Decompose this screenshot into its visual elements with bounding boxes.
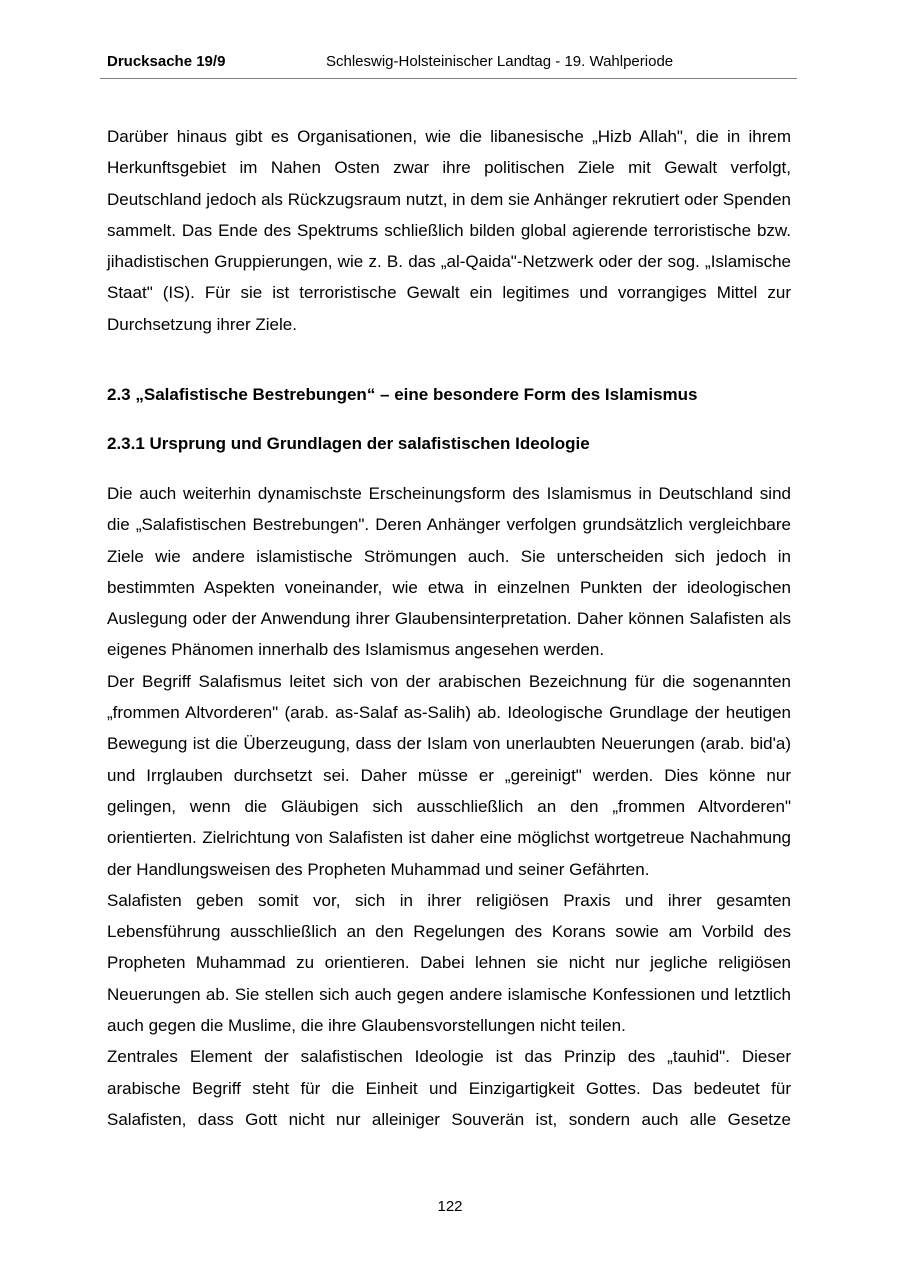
document-id: Drucksache 19/9 [107, 53, 226, 70]
paragraph: Salafisten geben somit vor, sich in ihrer religiösen Praxis und ihrer gesamten Lebensführung ausschließlich an den Regelungen des Korans sowie am Vorbild des Propheten Muhammad zu orientieren. Dabei lehnen sie nicht nur jegliche religiösen Neuerungen ab. Sie stellen sich auch gegen andere islamische Konfessionen und letztlich auch gegen die Muslime, die ihre Glaubensvorstellungen nicht teilen. [107, 890, 791, 1036]
subsection-heading: 2.3.1 Ursprung und Grundlagen der salafistischen Ideologie [107, 434, 590, 453]
paragraph: Zentrales Element der salafistischen Ideologie ist das Prinzip des „tauhid". Dieser arabische Begriff steht für die Einheit und Einzigartigkeit Gottes. Das bedeutet für Salafisten, dass Gott nicht nur alleiniger Souverän ist, sondern auch alle Gesetze [107, 1047, 791, 1129]
page-header [100, 52, 797, 79]
intro-paragraph: Darüber hinaus gibt es Organisationen, wie die libanesische „Hizb Allah", die in ihrem Herkunftsgebiet im Nahen Osten zwar ihre politischen Ziele mit Gewalt verfolgt, Deutschland jedoch als Rückzugsraum nutzt, in dem sie Anhänger rekrutiert oder Spenden sammelt. Das Ende des Spektrums schließlich bilden global agierende terroristische bzw. jihadistischen Gruppierungen, wie z. B. das „al-Qaida"-Netzwerk oder der sog. „Islamische Staat" (IS). Für sie ist terroristische Gewalt ein legitimes und vorrangiges Mittel zur Durchsetzung ihrer Ziele. [107, 127, 791, 334]
main-text [107, 478, 791, 1135]
section-heading: 2.3 „Salafistische Bestrebungen“ – eine besondere Form des Islamismus [107, 385, 698, 404]
paragraph: Die auch weiterhin dynamischste Erscheinungsform des Islamismus in Deutschland sind die „Salafistischen Bestrebungen". Deren Anhänger verfolgen grundsätzlich vergleichbare Ziele wie andere islamistische Strömungen auch. Sie unterscheiden sich jedoch in bestimmten Aspekten voneinander, wie etwa in einzelnen Punkten der ideologischen Auslegung oder der Anwendung ihrer Glaubensinterpretation. Daher können Salafisten als eigenes Phänomen innerhalb des Islamismus angesehen werden. [107, 484, 791, 660]
parliament-title: Schleswig-Holsteinischer Landtag - 19. Wahlperiode [326, 53, 674, 70]
paragraph: Der Begriff Salafismus leitet sich von der arabischen Bezeichnung für die sogenannten „frommen Altvorderen" (arab. as-Salaf as-Salih) ab. Ideologische Grundlage der heutigen Bewegung ist die Überzeugung, dass der Islam von unerlaubten Neuerungen (arab. bid'a) und Irrglauben durchsetzt sei. Daher müsse er „gereinigt" werden. Dies könne nur gelingen, wenn die Gläubigen sich ausschließlich an den „frommen Altvorderen" orientierten. Zielrichtung von Salafisten ist daher eine möglichst wortgetreue Nachahmung der Handlungsweisen des Propheten Muhammad und seiner Gefährten. [107, 671, 791, 879]
page-number: 122 [437, 1198, 463, 1215]
intro-block [107, 121, 791, 340]
